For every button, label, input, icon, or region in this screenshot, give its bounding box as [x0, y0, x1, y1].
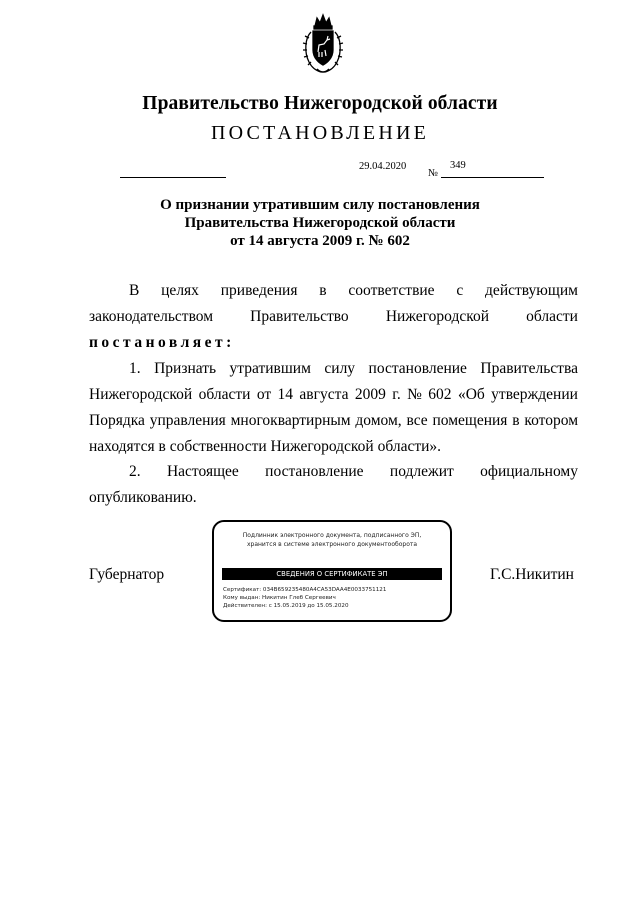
- word: домом,: [355, 412, 402, 429]
- word: 2009: [354, 386, 386, 403]
- document-number: 349: [450, 160, 466, 171]
- word: Правительства: [480, 360, 578, 377]
- stamp-header-line: хранится в системе электронного документооборота: [246, 541, 418, 548]
- certificate-serial: Сертификат: 034B659235480A4CA53DAA4E0033751121: [223, 587, 387, 593]
- justified-line: [89, 459, 578, 485]
- certificate-details: [223, 586, 445, 610]
- word: 14: [277, 386, 294, 403]
- word: В: [129, 282, 140, 299]
- word: утратившим: [229, 360, 311, 377]
- paragraph-last-line: находятся в собственности Нижегородской области».: [89, 438, 442, 455]
- word: законодательством: [89, 308, 214, 325]
- document-type: ПОСТАНОВЛЕНИЕ: [210, 122, 430, 144]
- number-sign: №: [428, 168, 439, 179]
- word: 602: [428, 386, 452, 403]
- item-2-paragraph: [89, 459, 578, 511]
- electronic-signature-stamp: [212, 520, 452, 622]
- paragraph-last-line: опубликованию.: [89, 489, 197, 506]
- word: 2.: [129, 463, 141, 480]
- word: котором: [524, 412, 578, 429]
- government-title: Правительство Нижегородской области: [142, 93, 498, 114]
- word: Признать: [154, 360, 217, 377]
- word: соответствие: [348, 282, 435, 299]
- stamp-header-line: Подлинник электронного документа, подписанного ЭП,: [242, 532, 422, 539]
- word: августа: [299, 386, 349, 403]
- resolves-word: постановляет:: [89, 334, 235, 351]
- word: области: [526, 308, 578, 325]
- justified-line: [89, 278, 578, 304]
- subject-line: О признании утратившим силу постановления: [160, 197, 480, 213]
- word: г.: [392, 386, 401, 403]
- preamble-paragraph: [89, 278, 578, 356]
- word: официальному: [480, 463, 578, 480]
- word: от: [256, 386, 272, 403]
- word: области: [198, 386, 251, 403]
- word: действующим: [485, 282, 578, 299]
- stamp-header: [214, 531, 450, 549]
- date-underline: [120, 177, 226, 178]
- justified-line: [89, 382, 578, 408]
- word: с: [456, 282, 464, 299]
- word: приведения: [220, 282, 298, 299]
- word: все: [406, 412, 428, 429]
- word: 1.: [129, 360, 141, 377]
- word: утверждении: [491, 386, 578, 403]
- subject-line: от 14 августа 2009 г. № 602: [230, 233, 410, 249]
- item-1-paragraph: [89, 356, 578, 460]
- word: постановление: [368, 360, 467, 377]
- word: подлежит: [389, 463, 454, 480]
- word: управления: [149, 412, 226, 429]
- word: постановление: [265, 463, 364, 480]
- number-underline: [441, 177, 544, 178]
- certificate-owner: Кому выдан: Никитин Глеб Сергеевич: [223, 595, 336, 601]
- subject-line: Правительства Нижегородской области: [184, 215, 456, 231]
- justified-line: [89, 356, 578, 382]
- word: целях: [161, 282, 199, 299]
- word: Порядка: [89, 412, 145, 429]
- word: Настоящее: [166, 463, 239, 480]
- word: в: [319, 282, 327, 299]
- signatory-position: Губернатор: [89, 566, 165, 583]
- word: «Об: [457, 386, 485, 403]
- word: многоквартирным: [230, 412, 351, 429]
- certificate-info-bar: СВЕДЕНИЯ О СЕРТИФИКАТЕ ЭП: [222, 568, 442, 580]
- document-subject: [0, 196, 640, 250]
- word: Правительство: [250, 308, 349, 325]
- word: помещения: [432, 412, 508, 429]
- signatory-name: Г.С.Никитин: [490, 566, 574, 583]
- word: Нижегородской: [385, 308, 490, 325]
- word: в: [512, 412, 520, 429]
- word: Нижегородской: [89, 386, 193, 403]
- justified-line: [89, 408, 578, 434]
- certificate-validity: Действителен: с 15.05.2019 до 15.05.2020: [223, 603, 349, 609]
- coat-of-arms-icon: [301, 12, 345, 76]
- word: №: [407, 386, 422, 403]
- document-date: 29.04.2020: [359, 161, 407, 172]
- word: силу: [324, 360, 356, 377]
- justified-line: [89, 304, 578, 330]
